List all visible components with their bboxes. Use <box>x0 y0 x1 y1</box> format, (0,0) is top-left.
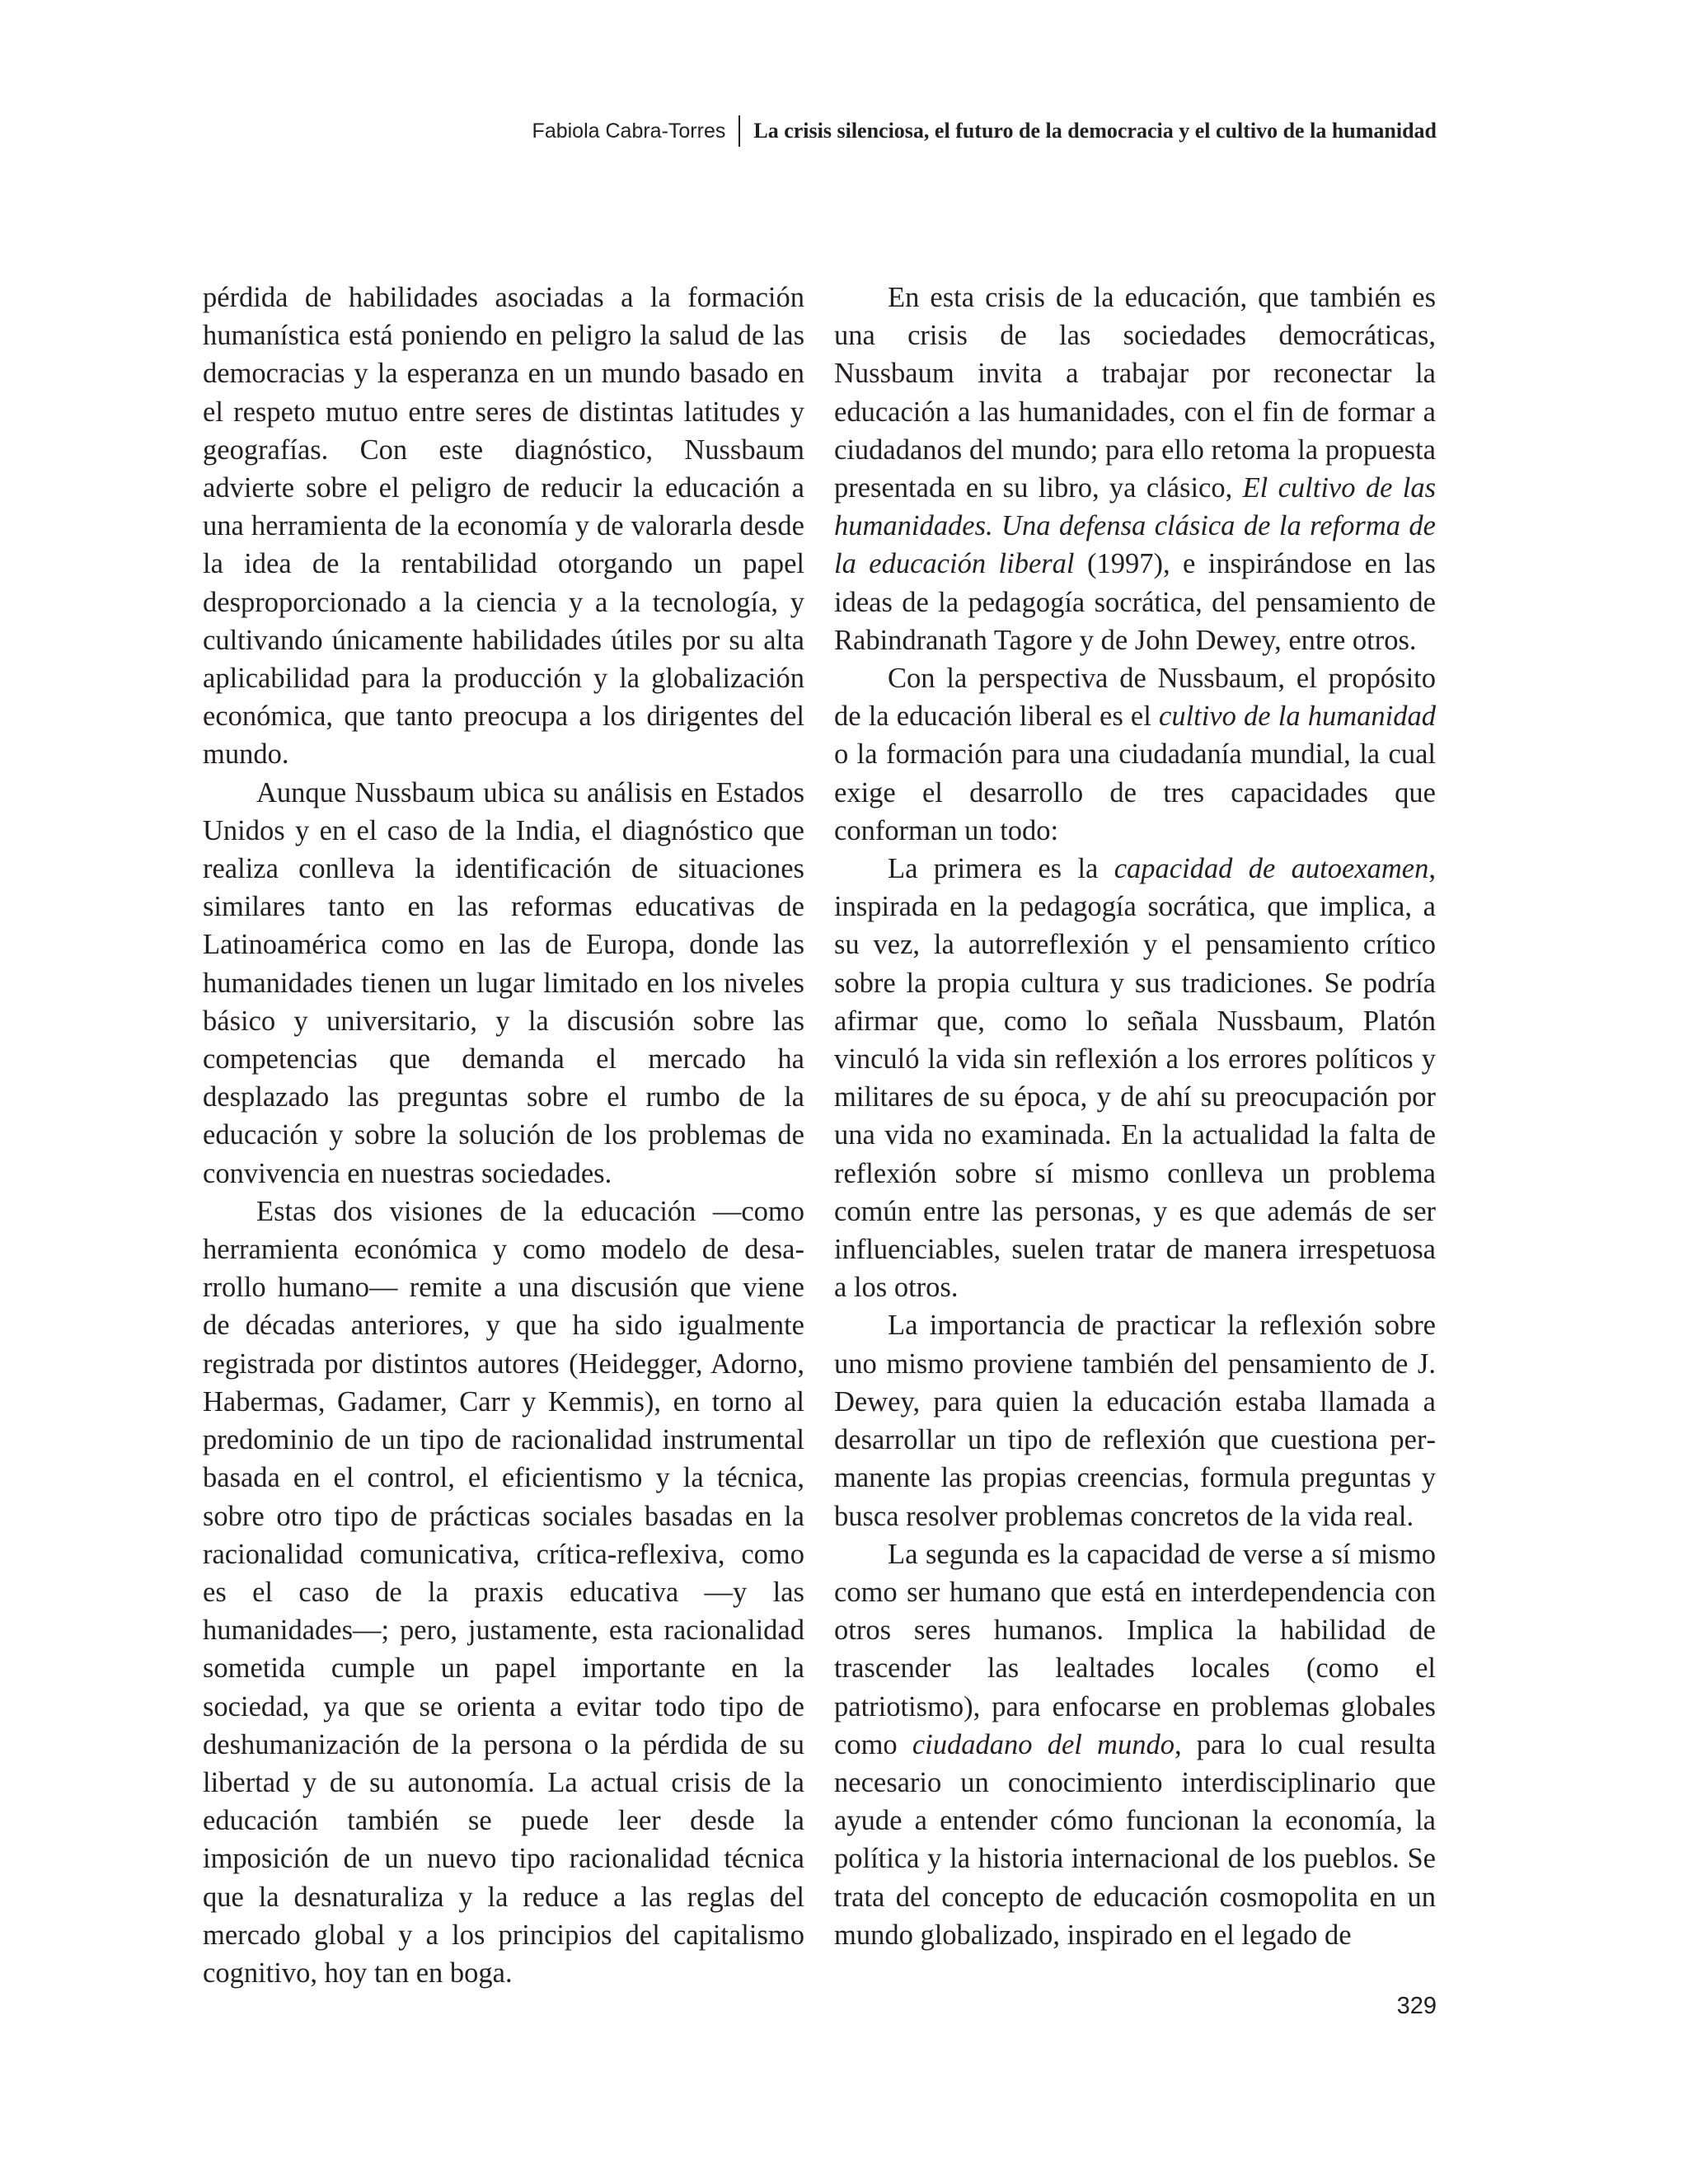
paragraph <box>834 1535 1436 1954</box>
italic-book-title: El cultivo de las humanidades. Una defensa clásica de la reforma de la educación liberal <box>834 472 1436 580</box>
text-run: , para lo cual resulta necesario un conocimiento interdisciplinario que ayude a entender cómo funcionan la economía, la política y la historia internacional de los pueblos. Se trata del concepto de educación cosmopolita en un mundo globalizado, inspirado en el legado de <box>834 1728 1437 1951</box>
page-number: 329 <box>1396 1993 1437 2019</box>
italic-term: capacidad de autoexamen <box>1114 853 1429 885</box>
text-run: (1997), e inspirándose en las ideas de la pedagogía socrática, del pensamiento de Rabindranath Tagore y de John Dewey, entre otros. <box>834 548 1436 656</box>
right-column <box>834 279 1436 1954</box>
running-header <box>532 115 1437 147</box>
text-run: La segunda es la capacidad de verse a sí mismo como ser humano que está en interdependencia con otros seres humanos. Implica la habilidad de trascender las lealtades locales (como el patriotismo), para enfocarse en problemas globales como <box>834 1538 1436 1760</box>
paragraph: Estas dos visiones de la educación —como herramienta económica y como modelo de desarrollo humano— remite a una discusión que viene de décadas anteriores, y que ha sido igualmente registrada por distintos autores (Heidegger, Adorno, Habermas, Gadamer, Carr y Kemmis), en torno al predominio de un tipo de racionalidad instrumental basada en el control, el eficientismo y la técnica, sobre otro tipo de prácticas sociales basadas en la racionalidad comunicativa, crítica-reflexiva, como es el caso de la praxis educativa —y las humanidades—; pero, justamente, esta racionalidad sometida cumple un papel importante en la sociedad, ya que se orienta a evitar todo tipo de deshumanización de la persona o la pérdida de su libertad y de su autonomía. La actual crisis de la educación también se puede leer desde la imposición de un nuevo tipo racionalidad técnica que la desnaturaliza y la reduce a las reglas del mercado global y a los principios del capitalismo cognitivo, hoy tan en boga. <box>203 1195 804 1989</box>
left-column <box>203 279 804 1992</box>
paragraph: pérdida de habilidades asociadas a la formación humanística está poniendo en peligro la salud de las democracias y la esperanza en un mundo basado en el respeto mutuo entre seres de distintas latitudes y geografías. Con este diagnóstico, Nussbaum advierte sobre el peligro de reducir la educación a una herramienta de la economía y de valorarla desde la idea de la rentabilidad otorgando un papel desproporcionado a la ciencia y a la tecnología, y cultivando únicamente habilidades útiles por su alta aplicabilidad para la producción y la globalización económica, que tanto preocupa a los dirigentes del mundo. <box>203 282 804 771</box>
paragraph: La importancia de practicar la reflexión sobre uno mismo proviene también del pensamiento de J. Dewey, para quien la educación estaba llamada a desarrollar un tipo de reflexión que cuestiona permanente las propias creencias, formula preguntas y busca resolver problemas concretos de la vida real. <box>834 1310 1436 1532</box>
text-run: Con la perspectiva de Nussbaum, el propósito de la educación liberal es el <box>834 663 1436 733</box>
paragraph: Aunque Nussbaum ubica su análisis en Estados Unidos y en el caso de la India, el diagnóstico que realiza conlleva la identificación de situaciones similares tanto en las reformas educativas de Latinoamérica como en las de Europa, donde las humanidades tienen un lugar limitado en los niveles básico y universitario, y la discusión sobre las competencias que demanda el mercado ha desplazado las preguntas sobre el rumbo de la educación y sobre la solución de los problemas de convivencia en nuestras sociedades. <box>203 776 804 1189</box>
text-run: En esta crisis de la educación, que también es una crisis de las sociedades democráticas, Nussbaum invita a trabajar por reconectar la educación a las humanidades, con el fin de formar a ciudadanos del mundo; para ello retoma la propuesta presentada en su libro, ya clásico, <box>834 282 1436 504</box>
text-run: , inspirada en la pedagogía socrática, que implica, a su vez, la autorreflexión y el pensamiento crítico sobre la propia cultura y sus tradiciones. Se podría afirmar que, como lo señala Nussbaum, Platón vinculó la vida sin reflexión a los errores políticos y militares de su época, y de ahí su preocupación por una vida no examinada. En la actualidad la falta de reflexión sobre sí mismo conlleva un problema común entre las personas, y es que además de ser influenciables, suelen tratar de manera irrespetuosa a los otros. <box>834 853 1436 1304</box>
text-run: o la formación para una ciudadanía mundial, la cual exige el desarrollo de tres capacidades que conforman un todo: <box>834 738 1436 846</box>
paragraph <box>834 659 1436 850</box>
italic-term: ciudadano del mundo <box>912 1728 1175 1760</box>
paragraph <box>834 850 1436 1306</box>
header-title: La crisis silenciosa, el futuro de la democracia y el cultivo de la humanidad <box>753 119 1437 143</box>
paragraph <box>834 279 1436 659</box>
text-run: La primera es la <box>888 853 1114 885</box>
header-author: Fabiola Cabra-Torres <box>532 119 726 143</box>
italic-term: cultivo de la humanidad <box>1159 701 1436 733</box>
header-separator <box>738 115 740 147</box>
